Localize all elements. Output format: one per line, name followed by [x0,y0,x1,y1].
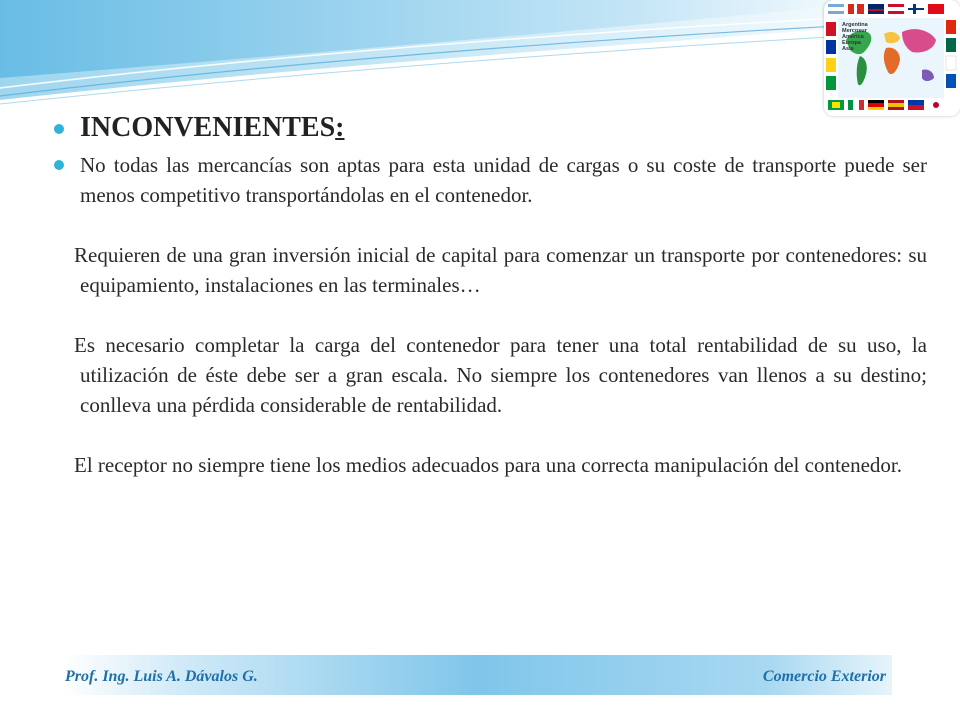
bullet-paragraph [52,150,927,210]
logo-line: Europa [842,40,861,46]
world-map-logo [824,0,960,116]
paragraph: Es necesario completar la carga del contenedor para tener una total rentabilidad de su uso, la utilización de éste debe ser a gran escala. No siempre los contenedores van llenos a su destino; conlleva una pérdida considerable de rentabilidad. [74,333,927,417]
slide-body [52,110,927,480]
footer-author: Prof. Ing. Luis A. Dávalos G. [65,668,258,685]
heading-text: INCONVENIENTES [80,112,336,143]
bullet-icon [54,160,64,170]
paragraph: Requieren de una gran inversión inicial de capital para comenzar un transporte por contenedores: su equipamiento, instalaciones en las terminales… [74,243,927,297]
bullet-paragraph-text: No todas las mercancías son aptas para esta unidad de cargas o su coste de transporte puede ser menos competitivo transportándolas en el contenedor. [80,153,927,207]
heading-colon: : [335,112,345,143]
logo-line: Argentina [842,22,868,28]
logo-line: Asia [842,46,854,52]
slide-heading [52,110,927,146]
footer-course: Comercio Exterior [762,668,886,685]
logo-line: Mercosur [842,28,867,34]
bullet-icon [54,124,64,134]
logo-line: América [842,34,864,40]
paragraph: El receptor no siempre tiene los medios adecuados para una correcta manipulación del contenedor. [74,453,903,477]
header-wave-decoration [0,0,960,120]
